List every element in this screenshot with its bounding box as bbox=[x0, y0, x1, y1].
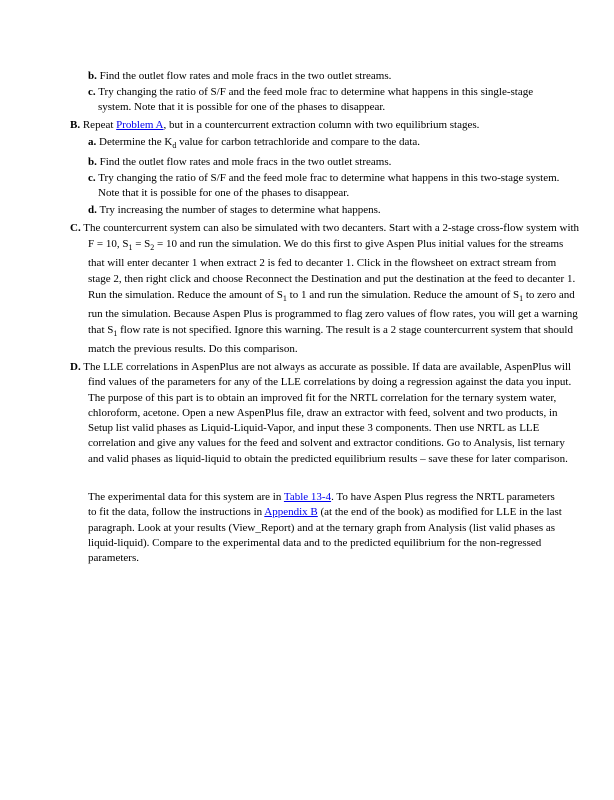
section-text: to zero and run the simulation. Because Aspen Plus is programmed to flag zero values of flow rates, you will get a warning that S bbox=[88, 288, 578, 336]
item-text-pre: Determine the K bbox=[99, 136, 173, 148]
item-b-d bbox=[88, 203, 558, 218]
item-label: a. bbox=[88, 136, 97, 148]
item-label: b. bbox=[88, 70, 97, 82]
item-text: Try changing the ratio of S/F and the feed mole frac to determine what happens in this two-stage system. Note that it is possible for one of the phases to disappear. bbox=[98, 172, 560, 200]
item-a-c bbox=[88, 85, 566, 116]
appendix-b-link[interactable]: Appendix B bbox=[264, 506, 318, 519]
item-label: b. bbox=[88, 156, 97, 168]
item-text: Try changing the ratio of S/F and the feed mole frac to determine what happens in this single-stage system. Note that it is possible for one of the phases to disappear. bbox=[98, 86, 534, 114]
item-label: c. bbox=[88, 172, 96, 184]
section-b-intro bbox=[70, 118, 560, 133]
section-text: The LLE correlations in AspenPlus are not always as accurate as possible. If data are available, AspenPlus will find values of the parameters for any of the LLE correlations by doing a regression against the data you input. The purpose of this part is to obtain an improved fit for the NRTL correlation for the ternary system water, chloroform, acetone. Open a new AspenPlus file, draw an extractor with feed, solvent and two products, in Setup list valid phases as Liquid-Liquid-Vapor, and input these 3 components. Then use NRTL as LLE correlation and give any values for the feed and solvent and extractor conditions. Go to Analysis, list ternary and valid phases as liquid-liquid to obtain the predicted equilibrium results – save these for later comparison. bbox=[83, 361, 572, 465]
subscript: d bbox=[172, 141, 177, 151]
section-d-paragraph-1 bbox=[70, 360, 578, 467]
section-text: = S bbox=[132, 237, 151, 250]
section-text: = 10 and run the simulation. We do this first to give Aspen Plus initial values for the streams that will enter decanter 1 when extract 2 is fed to decanter 1. Click in the flowsheet on extract stream from stage 2, then right click and choose Reconnect the Destination and put the destination at the feed to decanter 1. Run the simulation. Reduce the amount of S bbox=[88, 237, 576, 301]
table-13-4-link[interactable]: Table 13-4 bbox=[283, 491, 332, 503]
item-b-c bbox=[88, 171, 566, 202]
item-text: Try increasing the number of stages to determine what happens. bbox=[99, 204, 381, 216]
item-label: c. bbox=[88, 86, 96, 98]
section-text: (at the end of the book) as modified for LLE in the last paragraph. Look at your results (View_Report) and at the ternary graph from Analysis (list valid phases as liquid-liquid). Compare to the experimental data and to the predicted equilibrium for the non-regressed parameters. bbox=[88, 506, 562, 565]
item-b-a bbox=[88, 135, 558, 153]
section-text: flow rate is not specified. Ignore this warning. The result is a 2 stage countercurrent system that should match the previous results. Do this comparison. bbox=[88, 323, 573, 355]
section-text-pre: Repeat bbox=[82, 119, 117, 131]
subscript: 1 bbox=[282, 294, 287, 303]
section-text: . To have Aspen Plus regress the NRTL parameters to fit the data, follow the instructions in bbox=[88, 491, 555, 519]
section-text-post: , but in a countercurrent extraction column with two equilibrium stages. bbox=[163, 119, 480, 131]
section-c bbox=[70, 221, 580, 358]
subscript: 1 bbox=[113, 329, 118, 338]
item-text: Find the outlet flow rates and mole fracs in the two outlet streams. bbox=[99, 70, 392, 82]
section-label: D. bbox=[70, 361, 81, 373]
section-label: B. bbox=[70, 119, 81, 131]
section-d-paragraph-2 bbox=[88, 490, 562, 566]
section-label: C. bbox=[70, 222, 81, 234]
subscript: 2 bbox=[150, 243, 155, 253]
problem-a-link[interactable]: Problem A bbox=[116, 119, 164, 131]
item-text: Find the outlet flow rates and mole fracs in the two outlet streams. bbox=[99, 156, 392, 168]
item-label: d. bbox=[88, 204, 97, 216]
section-text: The countercurrent system can also be simulated with two decanters. Start with a 2-stage cross-flow system with F = 10, S bbox=[83, 222, 580, 250]
item-text-post: value for carbon tetrachloride and compare to the data. bbox=[176, 136, 421, 148]
item-b-b bbox=[88, 155, 558, 170]
subscript: 1 bbox=[128, 243, 133, 253]
item-a-b bbox=[88, 69, 558, 84]
section-text: to 1 and run the simulation. Reduce the amount of S bbox=[286, 288, 520, 301]
subscript: 1 bbox=[519, 294, 524, 303]
section-text: The experimental data for this system are in bbox=[88, 491, 284, 503]
